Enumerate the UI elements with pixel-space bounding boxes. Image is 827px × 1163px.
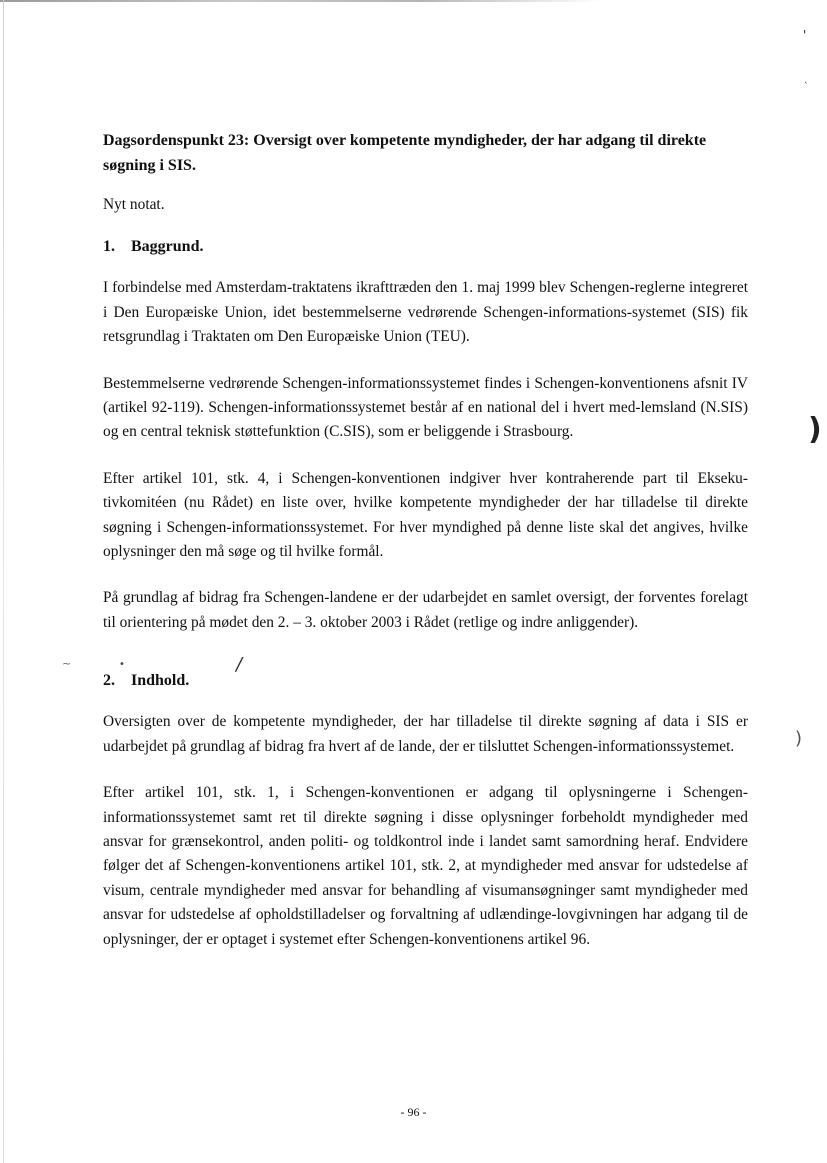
paragraph: Oversigten over de kompetente myndigheder, der har tilladelse til direkte søgning af data i SIS er udarbejdet på grundlag af bidrag fra hvert af de lande, der er tilsluttet Schengen-informationssystemet.	[103, 713, 748, 755]
note-label: Nyt notat.	[103, 196, 165, 213]
scan-speck: '	[803, 28, 807, 42]
agenda-heading: Dagsordenspunkt 23: Oversigt over kompetente myndigheder, der har adgang til direkte søgning i SIS.	[103, 132, 707, 174]
paragraph: På grundlag af bidrag fra Schengen-landene er der udarbejdet en samlet oversigt, der forventes forelagt til orientering på mødet den 2. – 3. oktober 2003 i Rådet (retlige og indre anliggender).	[103, 589, 748, 631]
scan-speck: )	[808, 412, 822, 447]
section-number: 2.	[103, 672, 115, 690]
scan-speck: •	[119, 659, 125, 670]
scan-edge-top	[0, 0, 600, 2]
document-body	[103, 128, 748, 974]
page-number: - 96 -	[400, 1105, 427, 1119]
paragraph: I forbindelse med Amsterdam-traktatens ikrafttræden den 1. maj 1999 blev Schengen-reglerne integreret i Den Europæiske Union, idet bestemmelserne vedrørende Schengen-informations-systemet (SIS) fik retsgrundlag i Traktaten om Den Europæiske Union (TEU).	[103, 279, 748, 346]
scan-speck: `	[804, 82, 809, 92]
section-title: Baggrund.	[131, 238, 204, 256]
paragraph: Efter artikel 101, stk. 4, i Schengen-konventionen indgiver hver kontraherende part til Ekseku-tivkomitéen (nu Rådet) en liste over, hvilke kompetente myndigheder der har tilladelse til direkte søgning i Schengen-informationssystemet. For hver myndighed på denne liste skal det angives, hvilke oplysninger den må søge og til hvilke formål.	[103, 469, 748, 561]
paragraph: Efter artikel 101, stk. 1, i Schengen-konventionen er adgang til oplysningerne i Schengen-informationssystemet samt ret til direkte søgning i disse oplysninger forbeholdt myndigheder med ansvar for grænsekontrol, anden politi- og toldkontrol inde i landet samt samordning heraf. Endvidere følger det af Schengen-konventionens artikel 101, stk. 2, at myndigheder med ansvar for udstedelse af visum, centrale myndigheder med ansvar for behandling af visumansøgninger samt myndigheder med ansvar for udstedelse af opholdstilladelser og forvaltning af udlændinge-lovgivningen har adgang til de oplysninger, der er optaget i systemet efter Schengen-konventionens artikel 96.	[103, 784, 748, 948]
scan-edge-left	[3, 0, 4, 1163]
scan-speck: )	[795, 728, 803, 749]
scan-speck: ~	[62, 657, 72, 670]
section-number: 1.	[103, 238, 115, 256]
section-title: Indhold.	[131, 672, 190, 690]
paragraph: Bestemmelserne vedrørende Schengen-informationssystemet findes i Schengen-konventionens afsnit IV (artikel 92-119). Schengen-informationssystemet består af en national del i hvert med-lemsland (N.SIS) og en central teknisk støttefunktion (C.SIS), som er beliggende i Strasbourg.	[103, 374, 748, 441]
section-heading-content	[103, 669, 748, 693]
section-heading-background	[103, 235, 748, 259]
scan-speck: /	[236, 654, 243, 675]
